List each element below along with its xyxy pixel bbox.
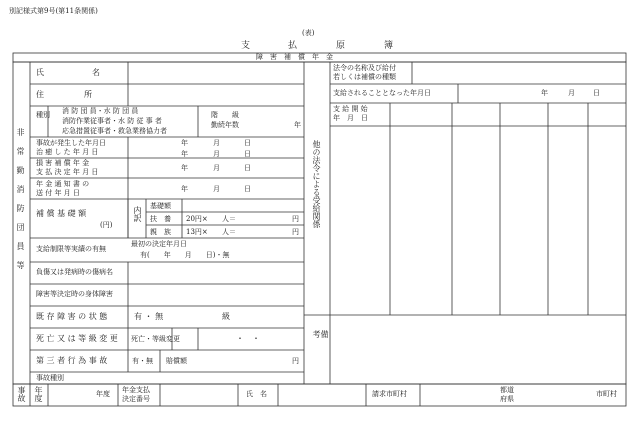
elderly-label: 親 族 — [150, 228, 171, 236]
third-party-label: 第 三 者 行 為 事 故 — [36, 356, 108, 365]
date-unit-year: 年 — [181, 185, 188, 193]
footer-nendo: 年度 — [96, 390, 110, 398]
death-value: 死亡・等級変更 — [131, 335, 180, 343]
rank-label: 階 級 — [211, 111, 239, 119]
start-day-unit: 日 — [593, 89, 600, 97]
title-char: 原 — [336, 41, 346, 51]
cure-date-label: 治 癒 し た 年 月 日 — [36, 148, 99, 156]
base-amount-unit: (円) — [100, 221, 113, 229]
compensation-yen: 円 — [292, 357, 299, 365]
death-dots: ・ ・ — [236, 334, 260, 343]
law-name-label: 法令の名称及び給付 — [333, 64, 396, 72]
breakdown-label: 内訳 — [133, 206, 142, 222]
date-unit-year: 年 — [181, 139, 188, 147]
law-kind-label: 若しくは補償の種類 — [333, 73, 396, 81]
decision-date-label-1: 損 害 補 償 年 金 — [36, 159, 90, 167]
type-label: 種別 — [36, 111, 50, 119]
injury-label: 負傷又は発病時の傷病名 — [36, 268, 113, 276]
type-line-1: 消 防 団 員・水 防 団 員 — [62, 107, 139, 115]
date-unit-month: 月 — [213, 150, 220, 158]
notice-date-label-2: 送 付 年 月 日 — [36, 189, 80, 197]
footer-nendo-left: 年度 — [34, 386, 43, 402]
date-unit-year: 年 — [181, 164, 188, 172]
existing-grade: 級 — [222, 312, 230, 321]
limit-label: 支給制限等実績の有無 — [36, 245, 106, 253]
existing-value: 有 ・ 無 — [134, 312, 164, 321]
elderly-persons: 人＝ — [222, 228, 236, 236]
title-char: 払 — [288, 41, 298, 51]
title-char: 簿 — [384, 41, 394, 51]
elderly-calc: 13円× — [186, 228, 208, 236]
left-label: 非常勤消防団員等 — [16, 128, 25, 280]
dependents-calc: 20円× — [186, 215, 208, 223]
start-month-unit: 月 — [568, 89, 575, 97]
date-unit-day: 日 — [244, 150, 251, 158]
dependents-persons: 人＝ — [222, 215, 236, 223]
footer-pref-1: 都道 — [500, 386, 514, 394]
service-label: 勤続年数 — [211, 121, 239, 129]
date-unit-day: 日 — [244, 139, 251, 147]
existing-label: 既 存 障 害 の 状 態 — [36, 312, 108, 321]
type-line-2: 消防作業従事者・水 防 従 事 者 — [62, 117, 162, 125]
date-unit-year: 年 — [181, 150, 188, 158]
notice-date-label-1: 年 金 通 知 書 の — [36, 180, 90, 188]
begin-label-1: 支 給 開 始 — [333, 105, 368, 113]
base-amount-label: 補 償 基 礎 額 — [36, 209, 87, 218]
date-unit-day: 日 — [244, 185, 251, 193]
title-char: 支 — [241, 41, 251, 51]
date-unit-month: 月 — [213, 164, 220, 172]
date-unit-month: 月 — [213, 139, 220, 147]
dependents-label: 扶 養 — [150, 215, 171, 223]
third-party-value: 有・無 — [132, 357, 153, 365]
other-law-label: 他の法令による受給関係 — [312, 140, 321, 228]
type-line-3: 応急措置従事者・救急業務協力者 — [62, 127, 167, 135]
decision-date-label-2: 支 払 決 定 年 月 日 — [36, 168, 99, 176]
base-amount-sub: 基礎額 — [150, 202, 171, 210]
footer-decision-no-1: 年金支払 — [122, 386, 150, 394]
limit-yes-no: 有( 年 月 日)・無 — [140, 251, 230, 259]
date-unit-day: 日 — [244, 164, 251, 172]
service-year-unit: 年 — [294, 121, 301, 129]
footer-municipality: 市町村 — [596, 390, 617, 398]
disability-label: 障害等決定時の身体障害 — [36, 290, 113, 298]
accident-type-label: 事故種別 — [36, 374, 64, 382]
start-year-unit: 年 — [541, 89, 548, 97]
subtitle: 障 害 補 償 年 金 — [256, 53, 333, 61]
dependents-yen: 円 — [292, 215, 299, 223]
form-id: 別記様式第9号(第11条関係) — [9, 7, 98, 15]
address-label: 住 所 — [36, 90, 92, 99]
death-label: 死 亡 又 は 等 級 変 更 — [36, 334, 118, 343]
footer-jiko: 事故 — [17, 386, 26, 402]
footer-decision-no-2: 決定番号 — [122, 395, 150, 403]
begin-label-2: 年 月 日 — [333, 114, 368, 122]
accident-date-label: 事故が発生した年月日 — [36, 139, 106, 147]
start-date-label: 支給されることとなった年月日 — [333, 89, 431, 97]
date-unit-month: 月 — [213, 185, 220, 193]
elderly-yen: 円 — [292, 228, 299, 236]
footer-pref-2: 府県 — [500, 395, 514, 403]
footer-name: 氏 名 — [246, 390, 267, 398]
compensation-label: 賠償額 — [166, 357, 187, 365]
page-side: (表) — [302, 29, 315, 37]
remarks-label: 備考 — [312, 330, 329, 352]
footer-city: 請求市町村 — [372, 390, 407, 398]
name-label: 氏 名 — [36, 68, 100, 77]
last-decision-label: 最初の決定年月日 — [131, 240, 187, 248]
